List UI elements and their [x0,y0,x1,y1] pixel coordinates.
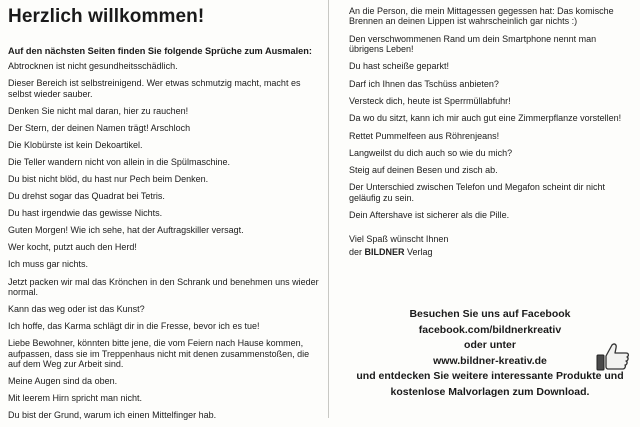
right-column [349,6,631,259]
left-saying: Denken Sie nicht mal daran, hier zu rauchen! [8,105,189,116]
greeting-line: Viel Spaß wünscht Ihnen [349,233,449,244]
left-saying: Du drehst sogar das Quadrat bei Tetris. [8,191,165,202]
left-saying: Mit leerem Hirn spricht man nicht. [8,393,143,404]
left-saying: Die Klobürste ist kein Dekoartikel. [8,139,143,150]
left-saying: Liebe Bewohner, könnten bitte jene, die vom Feiern nach Hause kommen, aufpassen, dass sie im Treppenhaus nicht mit denen zusammenstoßen, die auf dem Weg zur Arbeit sind. [8,338,310,370]
left-saying: Ich hoffe, das Karma schlägt dir in die Fresse, bevor ich es tue! [8,321,260,332]
promo-block [349,307,631,400]
promo-download-text: kostenlose Malvorlagen zum Download. [390,385,590,398]
thumbs-up-icon [596,342,630,372]
facebook-link[interactable]: facebook.com/bildnerkreativ [418,323,562,336]
column-divider [328,0,329,418]
right-saying: Dein Aftershave ist sicherer als die Pille. [349,210,510,221]
website-link[interactable]: www.bildner-kreativ.de [433,354,547,367]
left-saying: Kann das weg oder ist das Kunst? [8,304,145,315]
left-saying: Meine Augen sind da oben. [8,376,118,387]
right-saying: Versteck dich, heute ist Sperrmüllabfuhr! [349,96,511,106]
right-sayings-list [349,6,631,221]
left-saying: Wer kocht, putzt auch den Herd! [8,242,137,253]
left-saying: Die Teller wandern nicht von allein in die Spülmaschine. [8,156,230,167]
right-saying: Der Unterschied zwischen Telefon und Megafon scheint dir nicht geläufig zu sein. [349,182,605,203]
left-saying: Dieser Bereich ist selbstreinigend. Wer etwas schmutzig macht, macht es selbst wieder sauber. [8,78,301,99]
publisher-prefix: der [349,246,363,257]
left-saying: Der Stern, der deinen Namen trägt! Arschloch [8,122,191,133]
right-saying: An die Person, die mein Mittagessen gegessen hat: Das komische Brennen an deinen Lippen ist wahrscheinlich gar nichts :) [349,6,614,27]
publisher-line [349,246,631,259]
left-sayings-list [8,61,320,421]
intro-text: Auf den nächsten Seiten finden Sie folgende Sprüche zum Ausmalen: [8,46,312,56]
closing-greeting [349,233,631,259]
right-saying: Darf ich Ihnen das Tschüss anbieten? [349,78,499,89]
left-saying: Jetzt packen wir mal das Krönchen in den Schrank und benehmen uns wieder normal. [8,276,319,297]
right-saying: Da wo du sitzt, kann ich mir auch gut eine Zimmerpflanze vorstellen! [349,113,622,124]
right-saying: Du hast scheiße geparkt! [349,61,450,72]
left-saying: Abtrocknen ist nicht gesundheitsschädlich. [8,61,178,71]
left-saying: Du hast irgendwie das gewisse Nichts. [8,208,163,219]
left-column [8,6,320,427]
promo-discover-text: und entdecken Sie weitere interessante Produkte und [356,370,624,382]
left-saying: Du bist nicht blöd, du hast nur Pech beim Denken. [8,173,209,184]
promo-facebook-text: Besuchen Sie uns auf Facebook [409,308,571,320]
right-saying: Steig auf deinen Besen und zisch ab. [349,165,498,176]
left-saying: Du bist der Grund, warum ich einen Mittelfinger hab. [8,410,217,421]
right-saying: Den verschwommenen Rand um dein Smartphone nennt man übrigens Leben! [349,33,597,55]
right-saying: Langweilst du dich auch so wie du mich? [349,147,513,158]
right-saying: Rettet Pummelfeen aus Röhrenjeans! [349,130,500,141]
publisher-suffix: Verlag [407,246,433,257]
left-saying: Guten Morgen! Wie ich sehe, hat der Auftragskiller versagt. [8,225,244,236]
left-saying: Ich muss gar nichts. [8,259,89,270]
promo-or-text: oder unter [464,339,516,351]
page-title: Herzlich willkommen! [8,6,205,27]
publisher-brand: BILDNER [364,246,405,257]
